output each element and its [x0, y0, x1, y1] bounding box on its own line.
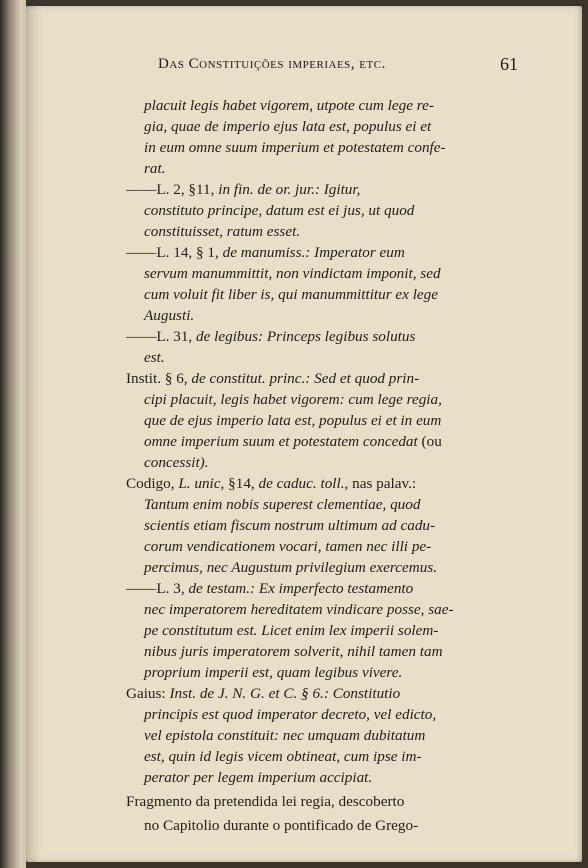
text-segment: servum manummittit, non vindictam imponit, sed: [144, 265, 441, 282]
text-line: [144, 816, 418, 836]
text-segment: scientis etiam fiscum nostrum ultimum ad cadu-: [144, 517, 436, 534]
text-segment: que de ejus imperio lata est, populus ei et in eum: [144, 412, 442, 429]
text-line: [126, 474, 416, 494]
text-segment: ——L. 31,: [126, 328, 197, 345]
text-segment: est.: [144, 349, 165, 366]
text-segment: L. unic,: [178, 475, 229, 492]
text-line: [126, 579, 413, 599]
text-segment: in fin. de or. jur.: Igitur,: [218, 181, 361, 198]
text-line: [144, 390, 442, 410]
text-line: [144, 285, 438, 305]
book-spine-edge: [0, 0, 26, 868]
text-line: [144, 117, 431, 137]
page-number: 61: [500, 54, 518, 74]
text-line: [144, 411, 441, 431]
text-segment: de constitut. princ.: Sed et quod prin-: [191, 370, 420, 387]
text-line: [144, 96, 434, 116]
text-segment: est, quin id legis vicem obtineat, cum ipse im-: [144, 748, 422, 765]
text-line: [144, 768, 372, 788]
text-segment: ——L. 2, §11,: [126, 181, 219, 198]
text-line: [144, 138, 446, 158]
text-line: [144, 747, 422, 767]
text-segment: Inst. de J. N. G. et C. § 6.: Constitutio: [169, 685, 401, 702]
page-header: [158, 56, 518, 80]
text-line: [144, 222, 300, 242]
text-line: [126, 684, 400, 704]
text-line: [144, 159, 166, 179]
text-line: [144, 726, 425, 746]
text-segment: Tantum enim nobis superest clementiae, quod: [144, 496, 421, 513]
text-segment: rat.: [144, 160, 166, 177]
text-segment: no Capitolio durante o pontificado de Grego-: [144, 817, 419, 834]
text-segment: Gaius:: [126, 685, 170, 702]
text-segment: vel epistola constituit: nec umquam dubitatum: [144, 727, 426, 744]
text-segment: nibus juris imperatorem solverit, nihil tamen tam: [144, 643, 443, 660]
text-line: [144, 537, 431, 557]
text-line: [144, 453, 209, 473]
text-segment: cum voluit fit liber is, qui manummittitur ex lege: [144, 286, 439, 303]
text-segment: gia, quae de imperio ejus lata est, populus ei et: [144, 118, 432, 135]
text-segment: cipi placuit, legis habet vigorem: cum lege regia,: [144, 391, 442, 408]
text-segment: de testam.: Ex imperfecto testamento: [188, 580, 414, 597]
text-segment: §14,: [228, 475, 259, 492]
text-line: [144, 264, 441, 284]
text-line: [144, 705, 436, 725]
book-page: [26, 6, 582, 862]
text-segment: perator per legem imperium accipiat.: [144, 769, 373, 786]
text-segment: ——L. 3,: [126, 580, 189, 597]
text-segment: ——L. 14, § 1,: [126, 244, 223, 261]
text-segment: proprium imperii est, quam legibus vivere.: [144, 664, 403, 681]
text-line: [144, 516, 435, 536]
text-line: [144, 600, 454, 620]
text-segment: (ou: [421, 433, 442, 450]
text-segment: in eum omne suum imperium et potestatem confe-: [144, 139, 446, 156]
text-line: [126, 369, 419, 389]
text-segment: principis est quod imperator decreto, vel edicto,: [144, 706, 437, 723]
text-segment: constituisset, ratum esset.: [144, 223, 301, 240]
text-segment: percimus, nec Augustum privilegium exercemus.: [144, 559, 437, 576]
text-segment: concessit).: [144, 454, 209, 471]
text-line: [144, 432, 442, 452]
text-segment: placuit legis habet vigorem, utpote cum lege re-: [144, 97, 434, 114]
text-line: [144, 495, 420, 515]
text-segment: de manumiss.: Imperator eum: [222, 244, 405, 261]
text-segment: nec imperatorem hereditatem vindicare posse, sae-: [144, 601, 454, 618]
running-title: Das Constituições imperiaes, etc.: [158, 56, 386, 72]
text-line: [126, 792, 404, 812]
text-segment: pe constitutum est. Licet enim lex imperii solem-: [144, 622, 439, 639]
text-segment: de caduc. toll.: [258, 475, 345, 492]
text-line: [144, 201, 414, 221]
text-segment: Augusti.: [144, 307, 195, 324]
text-line: [144, 348, 165, 368]
text-line: [144, 642, 443, 662]
text-segment: Instit. § 6,: [126, 370, 192, 387]
text-segment: de legibus: Princeps legibus solutus: [196, 328, 416, 345]
text-line: [144, 558, 437, 578]
text-line: [144, 306, 194, 326]
text-segment: Fragmento da pretendida lei regia, descoberto: [126, 793, 405, 810]
text-segment: , nas palav.:: [344, 475, 417, 492]
text-segment: constituto principe, datum est ei jus, ut quod: [144, 202, 415, 219]
text-line: [126, 180, 360, 200]
text-segment: corum vendicationem vocari, tamen nec illi pe-: [144, 538, 432, 555]
text-line: [144, 621, 438, 641]
text-line: [144, 663, 402, 683]
text-line: [126, 243, 405, 263]
text-segment: Codigo,: [126, 475, 179, 492]
text-segment: omne imperium suum et potestatem concedat: [144, 433, 422, 450]
text-line: [126, 327, 415, 347]
